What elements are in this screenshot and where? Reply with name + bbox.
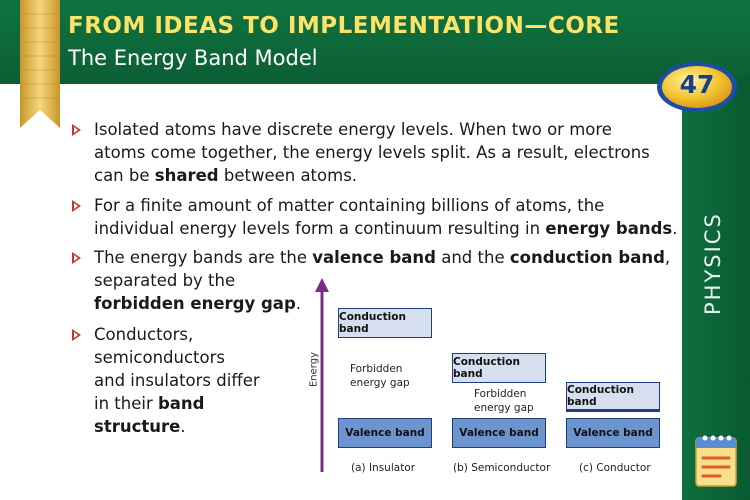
bold-term: valence band — [312, 248, 436, 267]
bullet-text-line: can be — [94, 166, 155, 185]
conductor-conduction-band — [566, 382, 660, 412]
semiconductor-conduction-band — [452, 353, 546, 383]
gap-label-line: Forbidden — [474, 388, 527, 400]
bullet-text-line: atoms come together, the energy levels split. As a result, electrons — [94, 143, 650, 162]
insulator-conduction-band — [338, 308, 432, 338]
bullet-text-line: in their — [94, 394, 158, 413]
bold-term: band — [157, 394, 205, 413]
bullet-text-line: and insulators differ — [94, 371, 260, 390]
insulator-caption: (a) Insulator — [351, 462, 416, 474]
bullet-text-line: individual energy levels form a continuum resulting in — [94, 219, 546, 238]
energy-axis-label: Energy — [308, 352, 320, 388]
insulator-valence-band — [338, 418, 432, 448]
bold-term: forbidden energy gap — [94, 294, 296, 313]
bold-term: conduction band — [509, 248, 665, 267]
bullet-arrow-icon — [72, 124, 81, 136]
page-number: 47 — [679, 70, 715, 99]
band-label: Valence band — [345, 427, 425, 439]
gap-label-line: energy gap — [474, 402, 534, 414]
bold-term: shared — [154, 166, 219, 185]
bullet-text-line: Isolated atoms have discrete energy levels. When two or more — [94, 120, 612, 139]
energy-band-diagram — [300, 272, 680, 482]
insulator-gap-label — [350, 362, 410, 390]
notepad-icon[interactable] — [694, 432, 738, 488]
bullet-arrow-icon — [72, 200, 81, 212]
conductor-valence-band — [566, 418, 660, 448]
bold-term: energy bands — [545, 219, 673, 238]
bullet-text-line: separated by the — [94, 271, 236, 290]
bullet-text-line: semiconductors — [94, 348, 225, 367]
bullet-text-line: and the — [435, 248, 510, 267]
bullet-text-line: For a finite amount of matter containing billions of atoms, the — [94, 196, 605, 215]
conductor-caption: (c) Conductor — [579, 462, 651, 474]
bullet-text-line: . — [180, 417, 186, 436]
band-label: Conduction band — [567, 384, 634, 408]
bullet-text-line: , — [664, 248, 671, 267]
bullet-band-structure — [72, 323, 260, 438]
bullet-energy-bands — [72, 194, 677, 240]
gap-label-line: energy gap — [350, 377, 410, 389]
ribbon-bookmark-icon — [18, 0, 62, 132]
band-label: Valence band — [573, 427, 653, 439]
gap-label-line: Forbidden — [350, 363, 403, 375]
semiconductor-valence-band — [452, 418, 546, 448]
bullet-text-line: between atoms. — [218, 166, 358, 185]
band-label: Conduction band — [453, 356, 520, 380]
bullet-text-line: . — [672, 219, 678, 238]
bold-term: structure — [94, 417, 181, 436]
semiconductor-gap-label — [474, 387, 534, 415]
header-bar — [0, 0, 750, 84]
semiconductor-caption: (b) Semiconductor — [453, 462, 551, 474]
bullet-text-line: . — [295, 294, 302, 313]
band-label: Conduction band — [339, 311, 406, 335]
band-label: Valence band — [459, 427, 539, 439]
bullet-text-line: The energy bands are the — [94, 248, 313, 267]
page-title: The Energy Band Model — [68, 46, 318, 70]
bullet-text-line: Conductors, — [94, 325, 194, 344]
bullet-arrow-icon — [72, 252, 81, 264]
header-title: FROM IDEAS TO IMPLEMENTATION—CORE — [68, 13, 620, 39]
subject-label: PHYSICS — [701, 212, 725, 315]
bullet-discrete-levels — [72, 118, 650, 187]
bullet-arrow-icon — [72, 329, 81, 341]
